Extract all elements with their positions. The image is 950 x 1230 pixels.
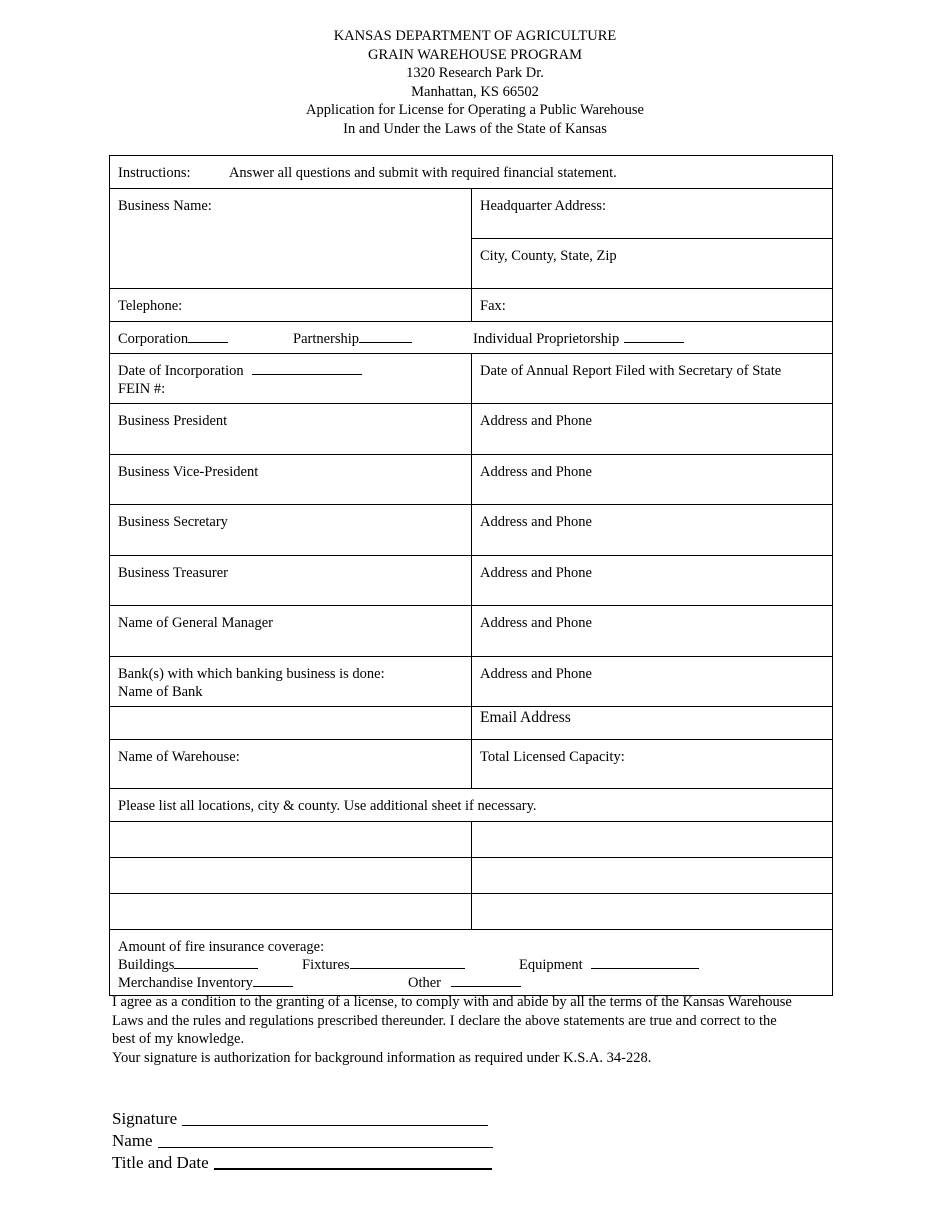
officer-contact-label: Address and Phone xyxy=(480,615,592,631)
merchandise-blank[interactable] xyxy=(253,974,293,987)
agreement-line: I agree as a condition to the granting of a license, to comply with and abide by all the terms of the Kansas Warehouse xyxy=(112,994,792,1010)
telephone-label: Telephone: xyxy=(118,298,183,314)
business-name-label: Business Name: xyxy=(118,198,212,214)
warehouse-name-field[interactable] xyxy=(110,740,472,788)
form-subtitle: In and Under the Laws of the State of Kansas xyxy=(343,120,607,137)
title-date-line[interactable] xyxy=(214,1168,492,1170)
signature-block xyxy=(112,1108,493,1174)
locations-note-row xyxy=(110,788,832,821)
title-date-label: Title and Date xyxy=(112,1153,209,1172)
officer-contact-field[interactable] xyxy=(472,606,832,656)
fax-label: Fax: xyxy=(480,298,506,314)
agreement-line: best of my knowledge. xyxy=(112,1031,245,1047)
location-row xyxy=(110,821,832,857)
signature-label: Signature xyxy=(112,1109,178,1128)
officer-role-field[interactable] xyxy=(110,455,472,504)
date-incorporation-label: Date of Incorporation xyxy=(118,363,244,379)
location-city-field[interactable] xyxy=(110,894,472,929)
officer-row xyxy=(110,605,832,656)
officer-role-field[interactable] xyxy=(110,404,472,454)
hq-address-field[interactable] xyxy=(472,189,832,238)
city-county-field[interactable] xyxy=(472,238,832,288)
name-label: Name xyxy=(112,1131,153,1150)
equipment-label: Equipment xyxy=(519,957,583,973)
officer-contact-field[interactable] xyxy=(472,404,832,454)
fixtures-blank[interactable] xyxy=(350,956,465,969)
fein-label: FEIN #: xyxy=(118,381,166,397)
corporation-blank[interactable] xyxy=(188,330,228,343)
incorporation-field[interactable] xyxy=(110,354,472,403)
agreement-text xyxy=(112,993,837,1067)
annual-report-field[interactable] xyxy=(472,354,832,403)
bank-field[interactable] xyxy=(110,657,472,706)
fire-insurance-label: Amount of fire insurance coverage: xyxy=(118,939,325,955)
warehouse-name-label: Name of Warehouse: xyxy=(118,749,240,765)
location-row xyxy=(110,893,832,929)
other-blank[interactable] xyxy=(451,974,521,987)
officer-contact-label: Address and Phone xyxy=(480,464,592,480)
bank-contact-field[interactable] xyxy=(472,657,832,706)
application-form xyxy=(109,155,833,996)
form-header xyxy=(0,27,950,139)
agreement-line: Laws and the rules and regulations prescribed thereunder. I declare the above statements are true and correct to the xyxy=(112,1012,777,1029)
partnership-label: Partnership xyxy=(293,331,360,347)
incorporation-row xyxy=(110,353,832,403)
telephone-field[interactable] xyxy=(110,289,472,321)
date-incorporation-blank[interactable] xyxy=(252,362,362,375)
city-address: Manhattan, KS 66502 xyxy=(411,83,539,100)
location-city-field[interactable] xyxy=(110,858,472,893)
program-name: GRAIN WAREHOUSE PROGRAM xyxy=(367,46,583,63)
officer-contact-label: Address and Phone xyxy=(480,514,592,530)
fax-field[interactable] xyxy=(472,289,832,321)
officer-contact-field[interactable] xyxy=(472,556,832,605)
business-name-row xyxy=(110,188,832,288)
instructions-text: Answer all questions and submit with required financial statement. xyxy=(228,165,617,181)
location-county-field[interactable] xyxy=(472,822,832,857)
officer-role-field[interactable] xyxy=(110,505,472,555)
business-name-field[interactable] xyxy=(110,189,472,288)
merchandise-label: Merchandise Inventory xyxy=(118,975,253,991)
location-city-field[interactable] xyxy=(110,822,472,857)
location-county-field[interactable] xyxy=(472,858,832,893)
location-row xyxy=(110,857,832,893)
equipment-blank[interactable] xyxy=(591,956,699,969)
officer-role-field[interactable] xyxy=(110,556,472,605)
insurance-row xyxy=(110,929,832,995)
authorization-line: Your signature is authorization for background information as required under K.S.A. 34-228. xyxy=(112,1049,652,1066)
partnership-blank[interactable] xyxy=(359,330,412,343)
officer-role-label: Business Vice-President xyxy=(118,464,259,480)
officer-role-label: Business Secretary xyxy=(118,514,228,530)
business-type-row xyxy=(110,321,832,353)
email-field[interactable] xyxy=(472,707,832,739)
capacity-label: Total Licensed Capacity: xyxy=(480,749,625,765)
individual-blank[interactable] xyxy=(624,330,684,343)
signature-line[interactable] xyxy=(182,1125,488,1126)
officer-role-field[interactable] xyxy=(110,606,472,656)
banks-label: Bank(s) with which banking business is done: xyxy=(118,666,385,682)
email-blank-field[interactable] xyxy=(110,707,472,739)
buildings-blank[interactable] xyxy=(174,956,258,969)
officer-contact-field[interactable] xyxy=(472,505,832,555)
hq-address-label: Headquarter Address: xyxy=(480,198,607,214)
annual-report-label: Date of Annual Report Filed with Secretary of State xyxy=(480,363,782,379)
locations-note: Please list all locations, city & county. Use additional sheet if necessary. xyxy=(118,798,537,814)
officer-row xyxy=(110,403,832,454)
email-label: Email Address xyxy=(480,709,571,726)
other-label: Other xyxy=(408,975,442,991)
capacity-field[interactable] xyxy=(472,740,832,788)
location-county-field[interactable] xyxy=(472,894,832,929)
officer-contact-field[interactable] xyxy=(472,455,832,504)
email-row xyxy=(110,706,832,739)
officer-row xyxy=(110,454,832,504)
instructions-label: Instructions: xyxy=(118,165,191,181)
corporation-label: Corporation xyxy=(118,331,189,347)
name-of-bank-label: Name of Bank xyxy=(118,684,203,700)
form-title: Application for License for Operating a Public Warehouse xyxy=(306,102,644,119)
officer-row xyxy=(110,504,832,555)
bank-row xyxy=(110,656,832,706)
street-address: 1320 Research Park Dr. xyxy=(406,65,544,82)
officer-role-label: Business President xyxy=(118,413,228,429)
phone-row xyxy=(110,288,832,321)
agency-name: KANSAS DEPARTMENT OF AGRICULTURE xyxy=(333,28,617,44)
officer-role-label: Name of General Manager xyxy=(118,615,273,631)
buildings-label: Buildings xyxy=(118,957,175,973)
officer-role-label: Business Treasurer xyxy=(118,565,228,581)
instructions-row xyxy=(110,156,832,188)
fixtures-label: Fixtures xyxy=(302,957,350,973)
city-county-label: City, County, State, Zip xyxy=(480,248,617,264)
bank-contact-label: Address and Phone xyxy=(480,666,592,682)
officer-contact-label: Address and Phone xyxy=(480,413,592,429)
individual-label: Individual Proprietorship xyxy=(473,331,620,347)
officer-contact-label: Address and Phone xyxy=(480,565,592,581)
name-line[interactable] xyxy=(158,1147,493,1148)
officer-row xyxy=(110,555,832,605)
warehouse-row xyxy=(110,739,832,788)
